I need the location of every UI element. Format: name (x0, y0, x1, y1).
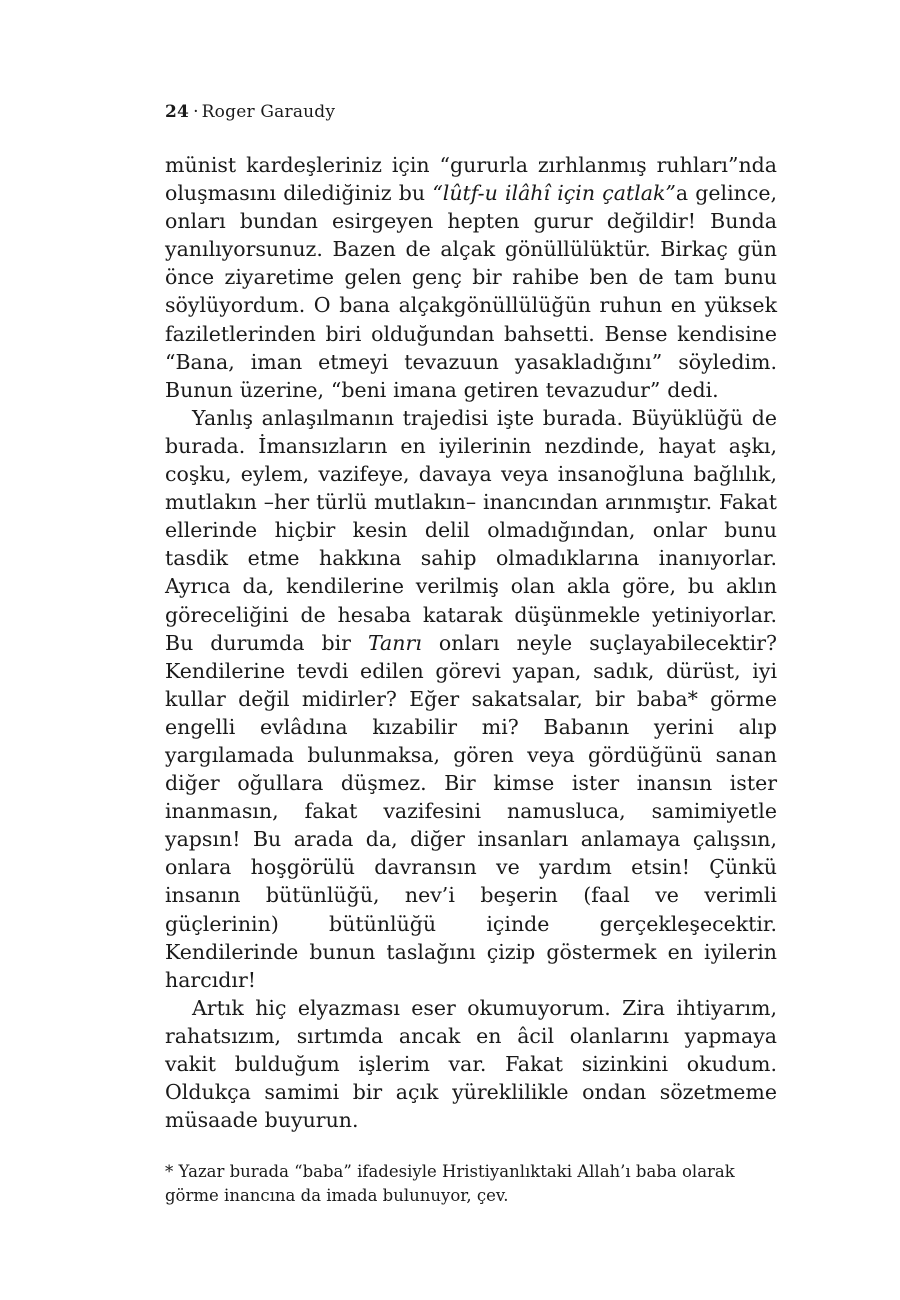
paragraph-1-part-a: münist kardeşleriniz için “gururla zırhlanmış ruhları”nda oluşmasını dilediğiniz bu (165, 153, 777, 206)
paragraph-1-italic: “lûtf-u ilâhî için çatlak” (432, 181, 676, 206)
paragraph-1-part-b: a gelince, onları bundan esirgeyen hepten gurur değildir! Bunda yanılıyorsunuz. Bazen de alçak gönüllülüktür. Birkaç gün önce ziyaretime gelen genç bir rahibe ben de tam bunu söylüyordum. O bana alçakgönüllülüğün ruhun en yüksek faziletlerinden biri olduğundan bahsetti. Bense kendisine “Bana, iman etmeyi tevazuun yasakladığını” söyledim. Bunun üzerine, “beni imana getiren tevazudur” dedi. (165, 181, 777, 402)
running-head (165, 100, 777, 124)
header-separator: · (193, 102, 199, 122)
paragraph-2-part-a: Yanlış anlaşılmanın trajedisi işte burada. Büyüklüğü de burada. İmansızların en iyilerinin nezdinde, hayat aşkı, coşku, eylem, vazifeye, davaya veya insanoğluna bağlılık, mutlakın –her türlü mutlakın– inancından arınmıştır. Fakat ellerinde hiçbir kesin delil olmadığından, onlar bunu tasdik etme hakkına sahip olmadıklarına inanıyorlar. Ayrıca da, kendilerine verilmiş olan akla göre, bu aklın göreceliğini de hesaba katarak düşünmekle yetiniyorlar. Bu durumda bir (165, 405, 777, 655)
paragraph-1 (165, 151, 777, 404)
paragraph-2-italic: Tanrı (367, 630, 422, 655)
book-page (165, 100, 777, 1208)
body-text (165, 151, 777, 1134)
author-name: Roger Garaudy (201, 102, 336, 122)
page-number: 24 (165, 102, 190, 122)
footnote: * Yazar burada “baba” ifadesiyle Hristiyanlıktaki Allah’ı baba olarak görme inancına da imada bulunuyor, çev. (165, 1162, 735, 1206)
paragraph-3: Artık hiç elyazması eser okumuyorum. Zira ihtiyarım, rahatsızım, sırtımda ancak en âcil olanlarını yapmaya vakit bulduğum işlerim var. Fakat sizinkini okudum. Oldukça samimi bir açık yüreklilikle ondan sözetmeme müsaade buyurun. (165, 995, 777, 1133)
paragraph-2 (165, 404, 777, 994)
paragraph-2-part-b: onları neyle suçlayabilecektir? Kendilerine tevdi edilen görevi yapan, sadık, dürüst, iyi kullar değil midirler? Eğer sakatsalar, bir baba* görme engelli evlâdına kızabilir mi? Babanın yerini alıp yargılamada bulunmaksa, gören veya gördüğünü sanan diğer oğullara düşmez. Bir kimse ister inansın ister inanmasın, fakat vazifesini namusluca, samimiyetle yapsın! Bu arada da, diğer insanları anlamaya çalışsın, onlara hoşgörülü davransın ve yardım etsin! Çünkü insanın bütünlüğü, nev’i beşerin (faal ve verimli güçlerinin) bütünlüğü içinde gerçekleşecektir. Kendilerinde bunun taslağını çizip göstermek en iyilerin harcıdır! (165, 630, 777, 992)
